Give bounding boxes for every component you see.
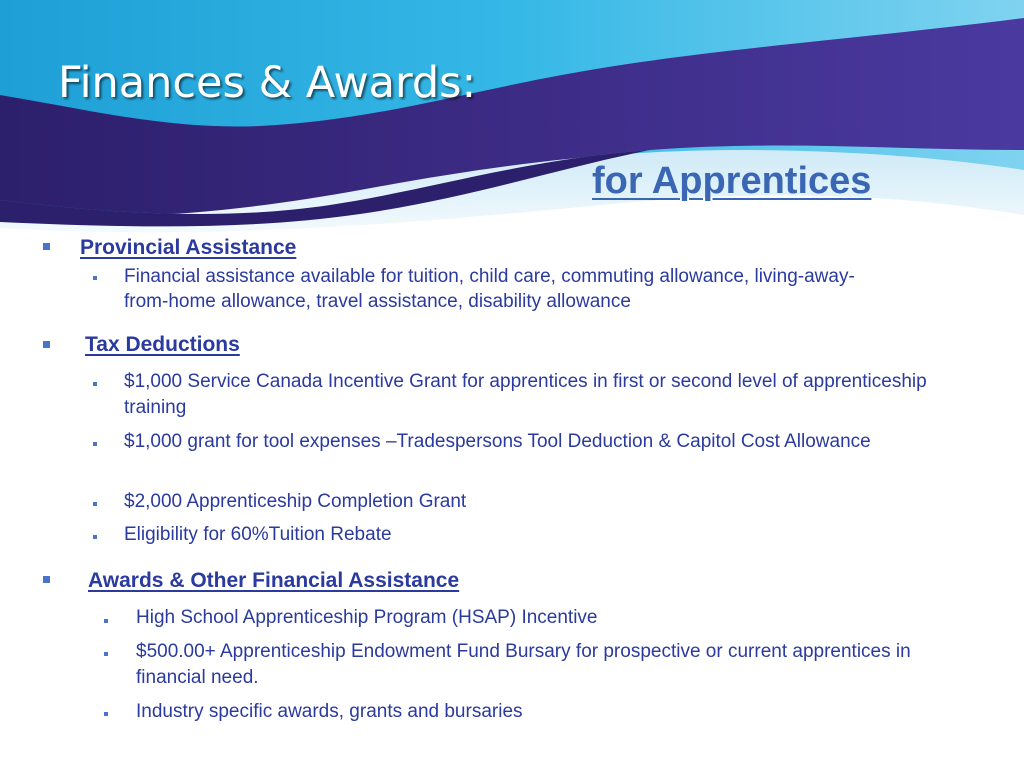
- list-item: Industry specific awards, grants and bursaries: [136, 701, 523, 722]
- list-item: High School Apprenticeship Program (HSAP) Incentive: [136, 607, 598, 628]
- item-bullet: [104, 712, 108, 716]
- item-bullet: [93, 442, 97, 446]
- slide-subtitle: for Apprentices: [592, 160, 872, 202]
- item-bullet: [93, 382, 97, 386]
- item-bullet: [93, 535, 97, 539]
- list-item: Financial assistance available for tuition, child care, commuting allowance, living-away-from-home allowance, travel assistance, disability allowance: [124, 266, 855, 312]
- wave-background: [0, 0, 1024, 260]
- section-heading-tax-deductions: Tax Deductions: [85, 333, 240, 356]
- item-bullet: [104, 652, 108, 656]
- section-bullet: [43, 576, 50, 583]
- item-bullet: [93, 276, 97, 280]
- section-bullet: [43, 341, 50, 348]
- list-item: $1,000 Service Canada Incentive Grant for apprentices in first or second level of apprenticeship training: [124, 371, 927, 418]
- slide-title: Finances & Awards:: [58, 58, 477, 108]
- list-item: $2,000 Apprenticeship Completion Grant: [124, 491, 467, 512]
- item-bullet: [93, 502, 97, 506]
- section-heading-provincial-assistance: Provincial Assistance: [80, 236, 297, 259]
- section-heading-awards-other: Awards & Other Financial Assistance: [88, 569, 460, 592]
- section-bullet: [43, 243, 50, 250]
- list-item: $1,000 grant for tool expenses –Tradespersons Tool Deduction & Capitol Cost Allowance: [124, 431, 871, 452]
- list-item: $500.00+ Apprenticeship Endowment Fund Bursary for prospective or current apprentices in financial need.: [136, 641, 911, 688]
- list-item: Eligibility for 60%Tuition Rebate: [124, 524, 392, 545]
- item-bullet: [104, 619, 108, 623]
